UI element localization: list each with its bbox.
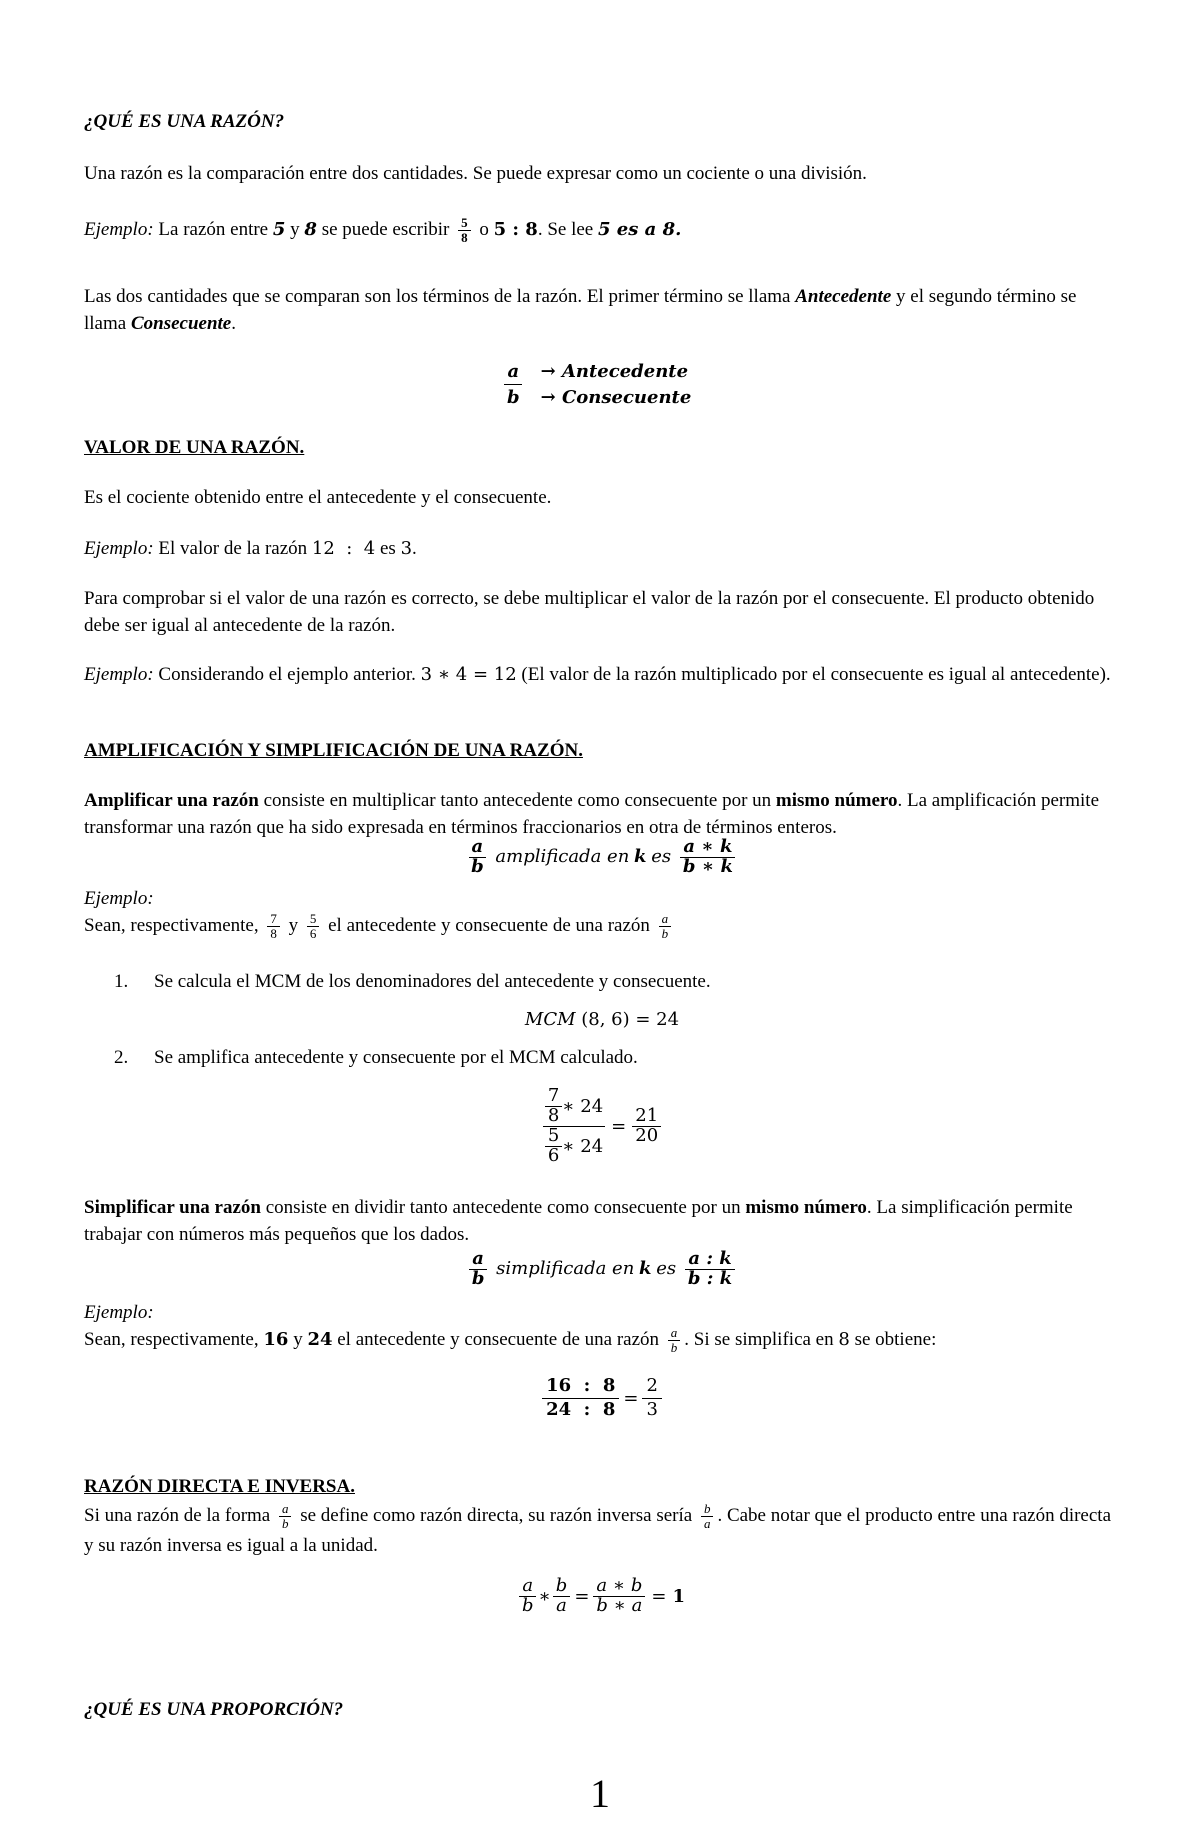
simplification-calculation: $\frac{16 : 8}{24 : 8}$ = $\frac{2}{3}$ xyxy=(84,1372,1120,1422)
heading-razon-directa-inversa: RAZÓN DIRECTA E INVERSA. xyxy=(84,1476,355,1497)
directa-inversa-paragraph: Si una razón de la forma $\frac{a}{b}$ se define como razón directa, su razón inversa sería $\frac{b}{a}$ . Cabe notar que el producto entre una razón directa y su razón inversa es igual a la unidad. xyxy=(84,1501,1111,1556)
comprobar-paragraph: Para comprobar si el valor de una razón es correcto, se debe multiplicar el valor de la razón por el consecuente. El producto obtenido debe ser igual al antecedente de la razón. xyxy=(84,588,1095,636)
directa-inversa-formula: $\frac{a}{b}$ ∗ $\frac{b}{a}$ = $\frac{a ∗ b}{b ∗ a}$ = 1 xyxy=(84,1572,1120,1616)
valor-definition: Es el cociente obtenido entre el antecedente y el consecuente. xyxy=(84,487,552,508)
terminos-paragraph: Las dos cantidades que se comparan son los términos de la razón. El primer término se llama Antecedente y el segundo término se llama Consecuente. xyxy=(84,286,1077,334)
simp-example-text: Sean, respectivamente, 16 y 24 el antecedente y consecuente de una razón $\frac{a}{b}$ . Si se simplifica en 8 se obtiene: xyxy=(84,1325,937,1356)
valor-example: Ejemplo: El valor de la razón 12 : 4 es 3. xyxy=(84,538,417,559)
document-page: ¿QUÉ ES UNA RAZÓN? Una razón es la comparación entre dos cantidades. Se puede expresar como un cociente o una división. Ejemplo: La razón entre 5 y 8 se puede escribir $\frac{5}{8}$ o 5 : 8. Se lee 5 es a 8. Las dos cantidades que se comparan son los términos de la razón. El primer término se llama Antecedente y el segundo término se llama Consecuente. a b → Antecedente → Consecuente VALOR DE UNA RAZÓN. Es el cociente obtenido entre el antecedente y el consecuente. Ejemplo: El valor de la razón 12 : 4 es 3. Para comprobar si el valor de una razón es correcto, se debe multiplicar el valor de la razón por el consecuente. El producto obtenido debe ser igual al antecedente de la razón. Ejemplo: Considerando el ejemplo anterior. 3 ∗ 4 = 12 (El valor de la razón multiplicado por el consecuente es igual al antecedente). AMPLIFICACIÓN Y SIMPLIFICACIÓN DE UNA RAZÓN. Amplificar una razón consiste en multiplicar tanto antecedente como consecuente por un mismo número. La amplificación permite transformar una razón que ha sido expresada en términos fraccionarios en otra de términos enteros. $\frac{a}{b}$ amplificada en k es $\frac{a ∗ k}{b ∗ k}$ Ejemplo: Sean, respectivamente, $\frac{7}{8}$ y $\frac{5}{6}$ el antecedente y consecuente de una razón $\frac{a}{b}$ 1. Se calcula el MCM de los denominadores del antecedente y consecuente. MCM (8, 6) = 24 2. Se amplifica antecedente y consecuente por el MCM calculado. $\frac{7}{8}$ ∗ 24 $\frac{5}{6}$ ∗ 24 = $\frac{21}{20}$ Simplificar una razón consiste en dividir tanto antecedente como consecuente por un mismo número. La simplificación permite trabajar con números más pequeños que los dados. $\frac{a}{b}$ simplificada en k es $\frac{a : k}{b : k}$ Ejemplo: Sean, respectivamente, 16 y 24 el antecedente y consecuente de una razón $\frac{a}{b}$ . Si se simplifica en 8 se obtiene: $\frac{16 : 8}{24 : 8}$ = $\frac{2}{3}$ RAZÓN DIRECTA E INVERSA. Si una razón de la forma $\frac{a}{b}$ se define como razón directa, su razón inversa sería $\frac{b}{a}$ . Cabe notar que el producto entre una razón directa y su razón inversa es igual a la unidad. $\frac{a}{b}$ ∗ $\frac{b}{a}$ = $\frac{a ∗ b}{b ∗ a}$ = 1 ¿QUÉ ES UNA PROPORCIÓN? xyxy=(84,0,1120,1834)
heading-que-es-una-proporcion: ¿QUÉ ES UNA PROPORCIÓN? xyxy=(84,1699,344,1720)
heading-que-es-una-razon: ¿QUÉ ES UNA RAZÓN? xyxy=(84,111,285,132)
label-consecuente: → Consecuente xyxy=(540,387,692,408)
fraction-5-8: $\frac{5}{8}$ xyxy=(458,216,471,246)
simplificar-paragraph: Simplificar una razón consiste en dividir tanto antecedente como consecuente por un mismo número. La simplificación permite trabajar con números más pequeños que los dados. xyxy=(84,1197,1073,1245)
amp-example-label: Ejemplo: xyxy=(84,888,154,909)
example-label: Ejemplo: xyxy=(84,219,154,241)
amp-example-text: Sean, respectivamente, $\frac{7}{8}$ y $\frac{5}{6}$ el antecedente y consecuente de una razón $\frac{a}{b}$ xyxy=(84,912,1120,942)
heading-valor-de-una-razon: VALOR DE UNA RAZÓN. xyxy=(84,437,305,458)
razon-definition: Una razón es la comparación entre dos cantidades. Se puede expresar como un cociente o una división. xyxy=(84,163,867,184)
simp-example-label: Ejemplo: xyxy=(84,1302,154,1323)
comprobar-example: Ejemplo: Considerando el ejemplo anterior. 3 ∗ 4 = 12 (El valor de la razón multiplicado por el consecuente es igual al antecedente). xyxy=(84,664,1111,685)
heading-amplificacion-simplificacion: AMPLIFICACIÓN Y SIMPLIFICACIÓN DE UNA RAZÓN. xyxy=(84,740,583,761)
simplificar-formula: $\frac{a}{b}$ simplificada en k es $\frac{a : k}{b : k}$ xyxy=(84,1250,1120,1289)
amplificar-formula: $\frac{a}{b}$ amplificada en k es $\frac{a ∗ k}{b ∗ k}$ xyxy=(84,838,1120,877)
razon-example: Ejemplo: La razón entre 5 y 8 se puede escribir $\frac{5}{8}$ o 5 : 8. Se lee 5 es a 8. xyxy=(84,215,682,246)
mcm-formula: MCM (8, 6) = 24 xyxy=(524,1009,680,1030)
antecedente-consecuente-diagram: a b → Antecedente → Consecuente xyxy=(504,359,804,411)
amplification-calculation: $\frac{7}{8}$ ∗ 24 $\frac{5}{6}$ ∗ 24 = $\frac{21}{20}$ xyxy=(84,1082,1120,1166)
page-number: 1 xyxy=(590,1771,610,1816)
amplificar-paragraph: Amplificar una razón consiste en multiplicar tanto antecedente como consecuente por un mismo número. La amplificación permite transformar una razón que ha sido expresada en términos fraccionarios en otra de términos enteros. xyxy=(84,790,1100,838)
label-antecedente: → Antecedente xyxy=(540,361,689,382)
